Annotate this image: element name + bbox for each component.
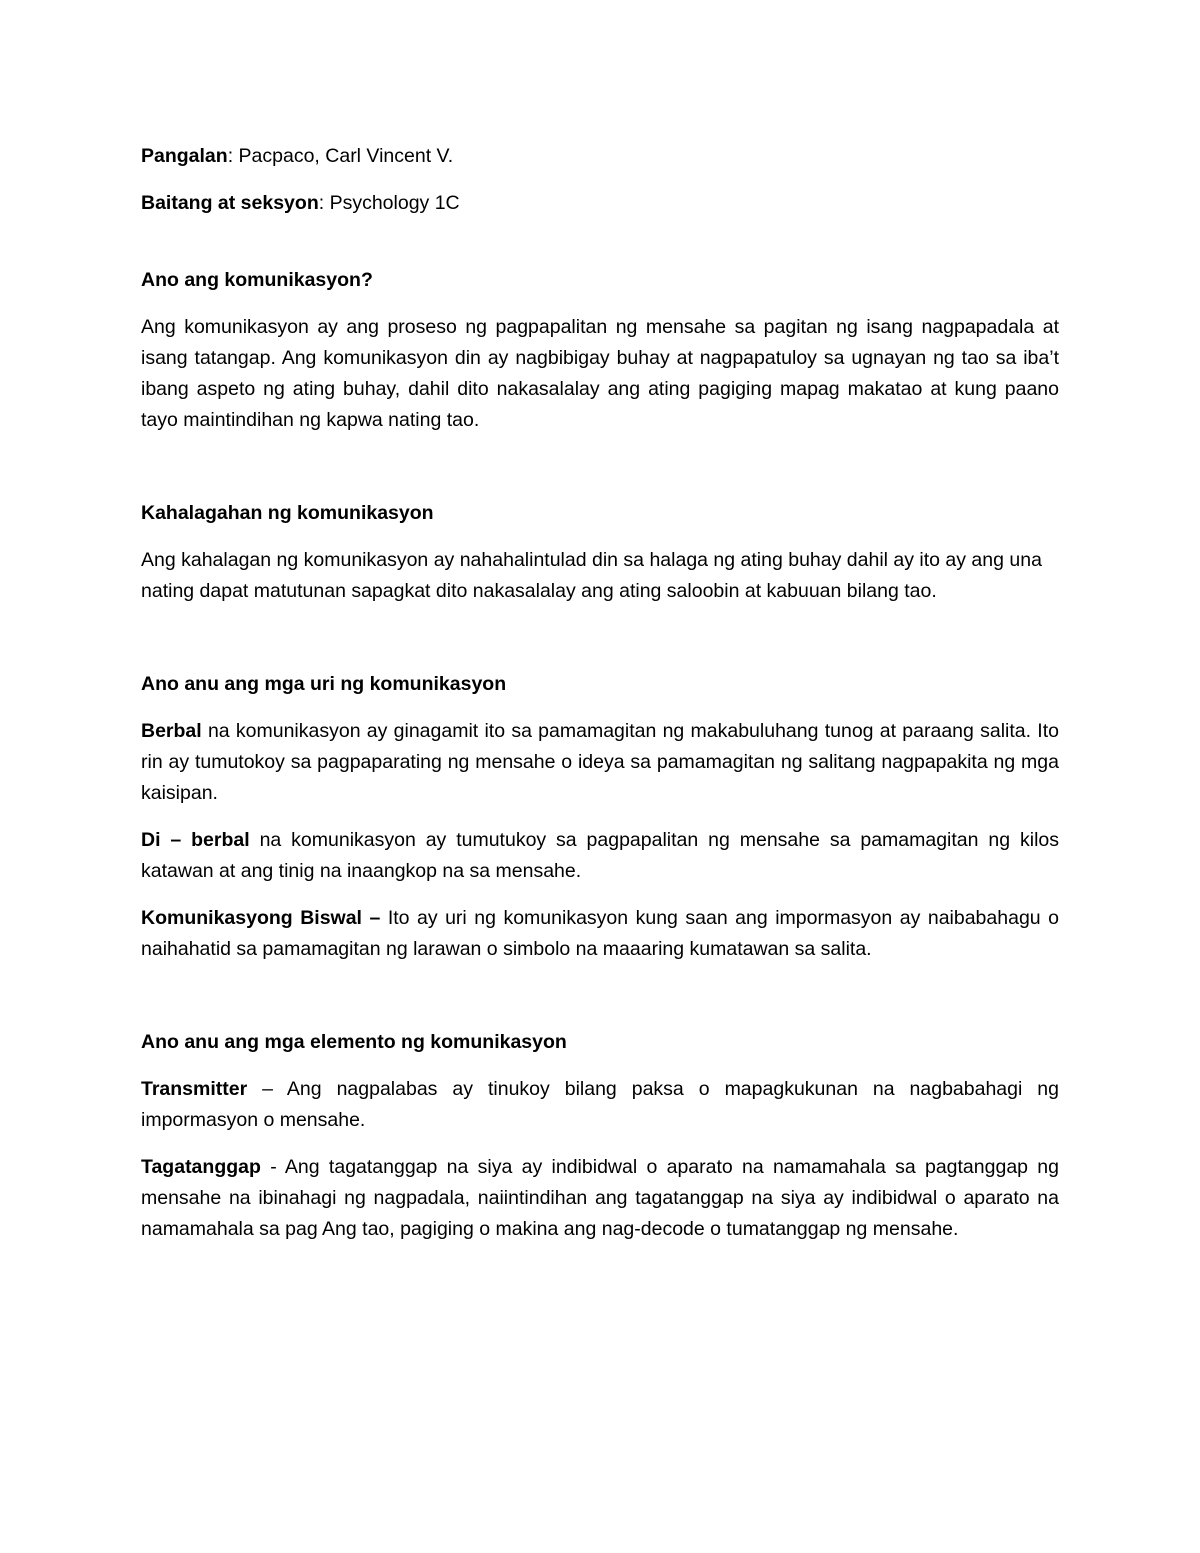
heading-what-is: Ano ang komunikasyon? [141,269,373,291]
section-label: Baitang at seksyon [141,192,319,214]
text-transmitter: – Ang nagpalabas ay tinukoy bilang paksa o mapagkukunan na nagbabahagi ng impormasyon o mensahe. [141,1078,1059,1131]
paragraph-nonverbal [141,825,1059,887]
name-label: Pangalan [141,145,228,167]
paragraph-verbal [141,716,1059,809]
text-nonverbal: na komunikasyon ay tumutukoy sa pagpapalitan ng mensahe sa pamamagitan ng kilos katawan at ang tinig na inaangkop na sa mensahe. [141,829,1059,882]
term-verbal: Berbal [141,720,202,742]
paragraph-visual [141,903,1059,965]
section-line [141,188,1059,219]
paragraph-importance: Ang kahalagan ng komunikasyon ay nahahalintulad din sa halaga ng ating buhay dahil ay ito ay ang una nating dapat matutunan sapagkat dito nakasalalay ang ating saloobin at kabuuan bilang tao. [141,549,1042,602]
heading-importance: Kahalagahan ng komunikasyon [141,502,434,524]
heading-elements: Ano anu ang mga elemento ng komunikasyon [141,1031,567,1053]
text-verbal: na komunikasyon ay ginagamit ito sa pamamagitan ng makabuluhang tunog at paraang salita. Ito rin ay tumutokoy sa pagpaparating ng mensahe o ideya sa pamamagitan ng salitang nagpapakita ng mga kaisipan. [141,720,1059,804]
term-transmitter: Transmitter [141,1078,248,1100]
document-body [141,141,1059,1261]
text-visual: Ito ay uri ng komunikasyon kung saan ang impormasyon ay naibabahagu o naihahatid sa pamamagitan ng larawan o simbolo na maaaring kumatawan sa salita. [141,907,1059,960]
paragraph-receiver [141,1152,1059,1245]
term-visual: Komunikasyong Biswal – [141,907,381,929]
name-value: : Pacpaco, Carl Vincent V. [227,145,454,167]
section-value: : Psychology 1C [318,192,460,214]
term-receiver: Tagatanggap [141,1156,261,1178]
text-receiver: - Ang tagatanggap na siya ay indibidwal o aparato na namamahala sa pagtanggap ng mensahe na ibinahagi ng nagpadala, naiintindihan ang tagatanggap na siya ay indibidwal o aparato na namamahala sa pag Ang tao, pagiging o makina ang nag-decode o tumatanggap ng mensahe. [141,1156,1059,1240]
paragraph-transmitter [141,1074,1059,1136]
student-name-line [141,141,1059,172]
paragraph-what-is: Ang komunikasyon ay ang proseso ng pagpapalitan ng mensahe sa pagitan ng isang nagpapadala at isang tatangap. Ang komunikasyon din ay nagbibigay buhay at nagpapatuloy sa ugnayan ng tao sa iba’t ibang aspeto ng ating buhay, dahil dito nakasalalay ang ating pagiging mapag makatao at kung paano tayo maintindihan ng kapwa nating tao. [141,316,1059,431]
heading-types: Ano anu ang mga uri ng komunikasyon [141,673,507,695]
term-nonverbal: Di – berbal [141,829,250,851]
